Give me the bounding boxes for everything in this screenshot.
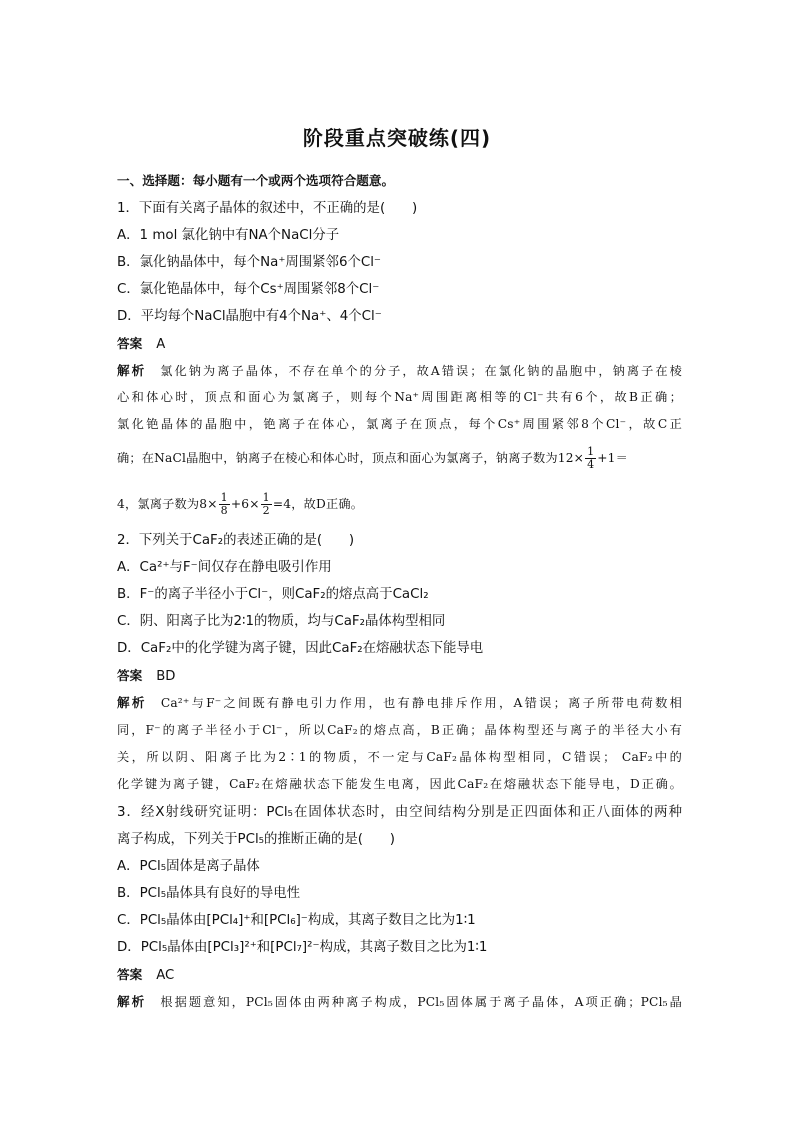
q2-answer-value: BD [156,669,176,684]
q3-option-c: C．PCl₅晶体由[PCl₄]⁺和[PCl₆]⁻构成，其离子数目之比为1∶1 [117,913,476,928]
q2-option-c: C．阴、阳离子比为2∶1的物质，均与CaF₂晶体构型相同 [117,614,446,629]
fraction-numerator: 1 [587,445,595,458]
q1-analysis-text-1: 氯化钠为离子晶体，不存在单个的分子，故A错误；在氯化钠的晶胞中，钠离子在棱 [160,364,682,378]
q3-option-d: D．PCl₅晶体由[PCl₃]²⁺和[PCl₇]²⁻构成，其离子数目之比为1∶1 [117,940,488,955]
fraction-denominator: 4 [587,458,595,471]
q2-analysis-line-2: 同，F⁻的离子半径小于Cl⁻，所以CaF₂的熔点高，B正确；晶体构型还与离子的半径大小有 [117,723,682,737]
q1-analysis-text-4a: 确；在NaCl晶胞中，钠离子在棱心和体心时，顶点和面心为氯离子，钠离子数为12× [117,451,585,465]
q1-analysis-line-1 [117,362,682,380]
analysis-label: 解析 [117,363,147,378]
q3-analysis-line-1 [117,993,682,1011]
analysis-label: 解析 [117,695,147,710]
fraction-numerator: 1 [220,491,228,504]
q1-option-c: C．氯化铯晶体中，每个Cs⁺周围紧邻8个Cl⁻ [117,282,380,297]
fraction-denominator: 2 [262,504,270,517]
q3-analysis-text-1: 根据题意知，PCl₅固体由两种离子构成，PCl₅固体属于离子晶体，A项正确；PCl₅晶 [160,995,683,1009]
answer-label: 答案 [117,668,143,683]
q2-answer [117,667,682,686]
q2-analysis-line-1 [117,694,682,712]
q3-option-a: A．PCl₅固体是离子晶体 [117,859,260,874]
answer-label: 答案 [117,967,143,982]
q1-analysis-line-3: 氯化铯晶体的晶胞中，铯离子在体心，氯离子在顶点，每个Cs⁺周围紧邻8个Cl⁻，故C正 [117,417,682,431]
q3-answer [117,966,682,985]
fraction-one-half [261,492,272,517]
section-heading: 一、选择题：每小题有一个或两个选项符合题意。 [117,173,395,188]
q2-analysis-text-1: Ca²⁺与F⁻之间既有静电引力作用，也有静电排斥作用，A错误；离子所带电荷数相 [160,696,682,710]
fraction-numerator: 1 [262,491,270,504]
q1-analysis-text-4b: +1＝ [597,451,629,465]
fraction-one-quarter [585,446,596,471]
q3-answer-value: AC [156,968,175,983]
q2-option-d: D．CaF₂中的化学键为离子键，因此CaF₂在熔融状态下能导电 [117,641,484,656]
q1-analysis-line-2: 心和体心时，顶点和面心为氯离子，则每个Na⁺周围距离相等的Cl⁻共有6个，故B正确； [117,390,682,404]
q2-option-b: B．F⁻的离子半径小于Cl⁻，则CaF₂的熔点高于CaCl₂ [117,587,429,602]
analysis-label: 解析 [117,994,147,1009]
page-title: 阶段重点突破练(四) [302,126,492,150]
q2-option-a: A．Ca²⁺与F⁻间仅存在静电吸引作用 [117,560,332,575]
q2-stem: 2．下列关于CaF₂的表述正确的是( ) [117,533,355,548]
q1-answer [117,335,682,354]
q3-stem-line-1: 3．经X射线研究证明：PCl₅在固体状态时，由空间结构分别是正四面体和正八面体的两种 [117,805,682,820]
q2-analysis-line-3: 关，所以阴、阳离子比为2∶1的物质，不一定与CaF₂晶体构型相同，C错误； CaF₂中的 [117,750,682,764]
q3-option-b: B．PCl₅晶体具有良好的导电性 [117,886,300,901]
q2-analysis-line-4: 化学键为离子键，CaF₂在熔融状态下能发生电离，因此CaF₂在熔融状态下能导电，D正确。 [117,777,682,791]
q1-analysis-line-4 [117,446,682,471]
fraction-one-eighth [219,492,230,517]
fraction-denominator: 8 [220,504,228,517]
q1-analysis-text-5a: 4，氯离子数为8× [117,497,218,511]
q3-stem-line-2: 离子构成，下列关于PCl₅的推断正确的是( ) [117,832,395,847]
q1-analysis-text-5b: +6× [230,497,260,511]
q1-option-a: A．1 mol 氯化钠中有NA个NaCl分子 [117,228,340,243]
q1-stem: 1．下面有关离子晶体的叙述中，不正确的是( ) [117,201,418,216]
q1-answer-value: A [156,337,166,352]
q1-analysis-text-5c: =4，故D正确。 [272,497,364,511]
q1-option-b: B．氯化钠晶体中，每个Na⁺周围紧邻6个Cl⁻ [117,255,381,270]
q1-option-d: D．平均每个NaCl晶胞中有4个Na⁺、4个Cl⁻ [117,309,382,324]
q1-analysis-line-5 [117,492,682,517]
answer-label: 答案 [117,336,143,351]
